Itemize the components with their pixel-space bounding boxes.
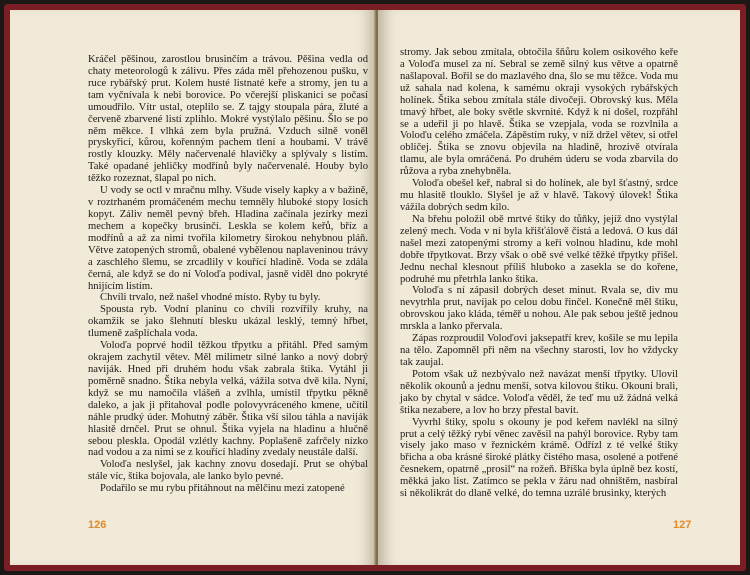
left-page: [10, 10, 376, 565]
paragraph: Zápas rozproudil Voloďovi jaksepatří krev, košile se mu lepila na tělo. Zapomněl při něm na všechny starosti, lov ho vždycky tak zaujal.: [400, 333, 678, 368]
paragraph: Potom však už nezbývalo než navázat menší třpytky. Ulovil několik okounů a jednu menší, sotva kilovou štiku. Okouni brali, jako by chytal v sádce. Voloďa věděl, že teď mu už žádná velká štika nezabere, a lov ho brzy přestal bavit.: [400, 368, 678, 416]
page-number: 126: [88, 519, 107, 531]
page-number: 127: [673, 519, 692, 531]
right-page-text: [400, 47, 678, 500]
paragraph: Kráčel pěšinou, zarostlou brusinčím a trávou. Pěšina vedla od chaty meteorologů k zálivu. Přes záda měl přehozenou pušku, v ruce rybářský prut. Kolem husté listnaté keře a stromy, jen tu a tam vyčnívala k nebi borovice. Po včerejší pliskanici se počasí umoudřilo. Vítr ustal, oteplilo se. Z tajgy stoupala pára, žluté a červeně zbarvené listí zplihlo. Mokré vystýlalo pěšinu. Šlo se po něm měkce. I vlhká zem byla pružná. Vzduch silně voněl pryskyřicí, kůrou, kořenným pachem tlení a houbami. V trávě rostly klouzky. Měly načervenalé hlavičky a splývaly s listím. Také opadané jehličky modřínů byly načervenalé. Houby bylo těžko rozeznat, šlapal po nich.: [88, 54, 368, 185]
paragraph: Podařilo se mu rybu přitáhnout na mělčinu mezi zatopené: [100, 483, 345, 495]
left-page-text: [88, 54, 368, 495]
paragraph: Vyvrhl štiky, spolu s okouny je pod keřem navlékl na silný prut a celý těžký rybí věnec zavěsil na pahýl borovice. Ryby tam visely jako maso v řeznickém krámě. Odřízl z té velké štiky břicha a oba krásné široké plátky čistého masa, osolené a potřené česnekem, opatrně „prosil“ na rožeň. Bříška byla úplně bez kostí, měkká jako list. Zatímco se pekla v žáru nad ohništěm, nasbíral si několikrát do dlaně velké, do temna uzrálé brusinky, kterých: [400, 416, 678, 500]
paragraph: Voloďa s ní zápasil dobrých deset minut. Rvala se, div mu nevytrhla prut, navíjak po celou dobu řinčel. Konečně měl štiku, obrovskou jako kláda, téměř u nohou. Ale pak sebou ještě jednou mrskla a lanko přervala.: [400, 285, 678, 333]
paragraph: stromy. Jak sebou zmítala, obtočila šňůru kolem osikového keře a Voloďa musel za ní. Sebral se země silný kus větve a opatrně našlapoval. Bořil se do mazlavého dna, šlo se mu těžce. Voda mu už sahala nad kolena, k samému okraji vysokých rybářských holínek. Štika sebou zmítala stále divočeji. Obrovský kus. Měla tmavý hřbet, ale boky světle skvrnité. Když k ní došel, rozpřáhl se a udeřil ji po hlavě. Štika se vzepjala, voda se rozvlnila a Voloďu celého zmáčela. Zápěstím ruky, v níž držel větev, si otřel obličej. Štika se znovu objevila na hladině, hrozivě otvírala tlamu, ale byla omráčená. Po druhém úderu se voda zbarvila do růžova a ryba znehybněla.: [400, 47, 678, 178]
paragraph: Voloďa obešel keř, nabral si do holínek, ale byl šťastný, srdce mu hlasitě tlouklo. Slyšel je až v hlavě. Takový úlovek! Štika vážila dobrých sedm kilo.: [400, 178, 678, 213]
right-page: [378, 10, 740, 565]
paragraph: U vody se octl v mračnu mlhy. Všude visely kapky a v bažině, v roztrhaném promáčeném mechu temněly hluboké stopy losích kopyt. Záliv neměl pevný břeh. Hladina začínala jezírky mezi mechem a kopečky brusinčí. Leskla se kolem keřů, bříz a modřínů a až za nimi tvořila kilometry širokou nehybnou pláň. Větve zatopených stromů, obalené vybělenou naplaveninou trávy a zaschlého šlemu, se zrcadlily v kouřící hladině. Voda se zdála černá, ale když se do ní Voloďa podíval, jasně viděl dno pokryté hnijícím listím.: [88, 185, 368, 292]
paragraph: Voloďa neslyšel, jak kachny znovu dosedají. Prut se ohýbal stále víc, štika bojovala, ale lanko bylo pevné.: [88, 459, 368, 483]
paragraph: Spousta ryb. Vodní planinu co chvíli rozvířily kruhy, na okamžik se jako šlehnutí blesku ukázal lesklý, temný hřbet, tlumeně zašplíchala voda.: [88, 304, 368, 340]
paragraph: Na břehu položil obě mrtvé štiky do tůňky, jejíž dno vystýlal zelený mech. Voda v ní byla křišťálově čistá a ledová. O kus dál našel mezi zatopenými stromy a keři volnou hladinu, kde mohl dobře třpytkovat. Brzy však o obě své velké těžké třpytky přišel. Jednu nechal klesnout příliš hluboko a zasekla se do kořene, podruhé mu přetrhla lanko štika.: [400, 213, 678, 285]
paragraph: Chvíli trvalo, než našel vhodné místo. Ryby tu byly.: [100, 292, 321, 304]
paragraph: Voloďa poprvé hodil těžkou třpytku a přitáhl. Před samým okrajem zachytil větev. Měl milimetr silné lanko a nový dobrý naviják. Hned při druhém hodu však zabrala štika. Vytáhl ji poměrně snadno. Štika nebyla velká, vážila sotva dvě kila. Nyní, když se mu namočila vlášeň a zvlhla, umístil třpytku pěkně daleko, a jak ji přitahoval podle polovyvráceného kmene, učítil náhle prudký úder. Mohutný záběr. Štika vší silou táhla a naviják hlasitě drnčel. Prut se ohnul. Štika vyjela na hladinu a hlučně sebou pleskla. Opodál vzlétly kachny. Poplašeně zafrčely nízko nad vodou a za nimi se z kouřící hladiny zvedaly neustále další.: [88, 340, 368, 459]
